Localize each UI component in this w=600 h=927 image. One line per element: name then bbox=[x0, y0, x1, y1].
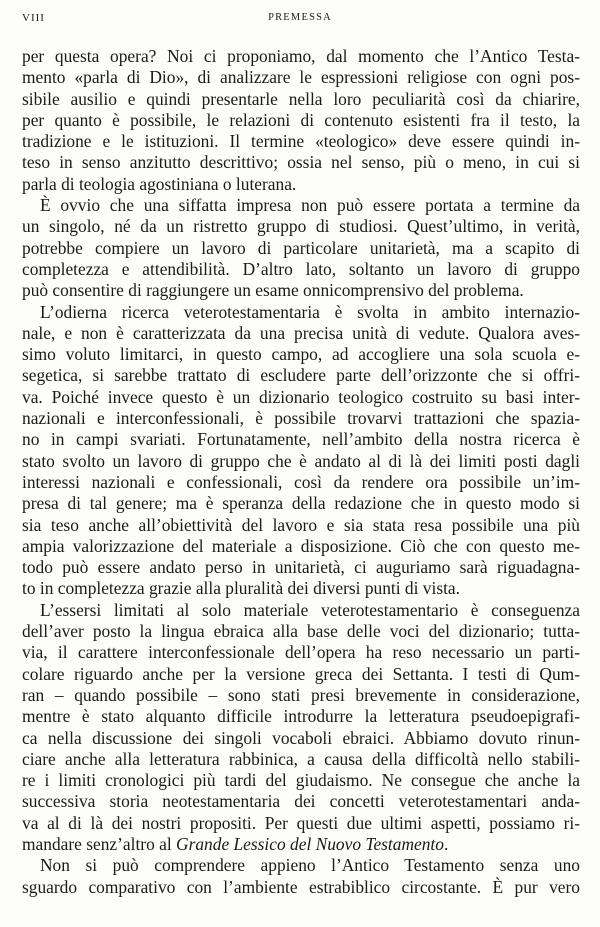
text-line: per quanto è possibile, le relazioni di contenuto esistenti fra il testo, la bbox=[22, 109, 580, 130]
text-line: dell’aver posto la lingua ebraica alla base delle voci del dizionario; tutta- bbox=[22, 621, 580, 642]
paragraph bbox=[22, 302, 580, 600]
text-line: Non si può comprendere appieno l’Antico Testamento senza uno bbox=[40, 855, 580, 876]
page-number: VIII bbox=[22, 12, 45, 24]
text-line: per questa opera? Noi ci proponiamo, dal momento che l’Antico Testa- bbox=[22, 46, 580, 66]
text-line: va al di là dei nostri propositi. Per questi due ultimi aspetti, possiamo ri- bbox=[22, 812, 580, 833]
cited-work-title: Grande Lessico del Nuovo Testamento bbox=[176, 833, 444, 854]
paragraph bbox=[22, 600, 580, 856]
text-line: sia teso anche all’obiettività del lavoro e sia stata resa possibile una più bbox=[22, 514, 580, 535]
paragraph bbox=[22, 195, 580, 301]
text-line: nazionali e interconfessionali, è possibile trovarvi trattazioni che spazia- bbox=[22, 408, 580, 429]
text-line: segetica, si sarebbe trattato di escludere parte dell’orizzonte che si offri- bbox=[22, 365, 580, 386]
text-line: mentre è stato alquanto difficile introdurre la letteratura pseudoepigrafi- bbox=[22, 706, 580, 727]
text-line: potrebbe compiere un lavoro di particolare unitarietà, ma a scapito di bbox=[22, 237, 580, 258]
text-line: L’essersi limitati al solo materiale veterotestamentario è conseguenza bbox=[40, 599, 580, 620]
text-line: parla di teologia agostiniana o luterana. bbox=[22, 173, 297, 194]
text-line: todo può essere andato perso in unitarietà, ci auguriamo sarà riguadagna- bbox=[22, 557, 580, 578]
text-line: simo voluto limitarci, in questo campo, ad accogliere una sola scuola e- bbox=[22, 344, 580, 365]
text-line: tradizione e le istituzioni. Il termine «teologico» deve essere quindi in- bbox=[22, 131, 580, 152]
text-line: presa di tal genere; ma è speranza della redazione che in questo modo si bbox=[22, 493, 580, 514]
text-line: ran – quando possibile – sono stati presi brevemente in considerazione, bbox=[22, 684, 580, 705]
text-line: sibile ausilio e quindi presentarle nella loro peculiarità così da chiarire, bbox=[22, 88, 580, 109]
text-line: È ovvio che una siffatta impresa non può essere portata a termine da bbox=[40, 195, 580, 216]
text-line: colare riguardo anche per la versione greca dei Settanta. I testi di Qum- bbox=[22, 663, 580, 684]
running-head bbox=[22, 12, 578, 28]
paragraph bbox=[22, 855, 580, 898]
text-line: ciare anche alla letteratura rabbinica, a causa della difficoltà nello stabili- bbox=[22, 748, 580, 769]
text-line: sguardo comparativo con l’ambiente estrabiblico circostante. È pur vero bbox=[22, 876, 580, 897]
text-line: nale, e non è caratterizzata da una precisa unità di vedute. Qualora aves- bbox=[22, 322, 580, 343]
text-line: to in completezza grazie alla pluralità dei diversi punti di vista. bbox=[22, 578, 460, 599]
text-line: completezza e attendibilità. D’altro lato, soltanto un lavoro di gruppo bbox=[22, 258, 580, 279]
text-fragment: . bbox=[443, 833, 449, 854]
text-line: via, il carattere interconfessionale dell’opera ha reso necessario un parti- bbox=[22, 642, 580, 663]
text-line: può consentire di raggiungere un esame onnicomprensivo del problema. bbox=[22, 280, 524, 301]
text-fragment: mandare senz’altro al bbox=[22, 833, 177, 854]
text-line: ampia valorizzazione del materiale a disposizione. Ciò che con questo me- bbox=[22, 535, 580, 556]
text-line: L’odierna ricerca veterotestamentaria è svolta in ambito internazio- bbox=[40, 301, 580, 322]
text-line: un singolo, né da un ristretto gruppo di studiosi. Quest’ultimo, in verità, bbox=[22, 216, 580, 237]
text-line: teso in senso anzitutto descrittivo; ossia nel senso, più o meno, in cui si bbox=[22, 152, 580, 173]
body-text bbox=[22, 46, 580, 898]
text-line: va. Poiché invece questo è un dizionario teologico costruito su basi inter- bbox=[22, 386, 580, 407]
text-line: no in campi svariati. Fortunatamente, nell’ambito della nostra ricerca è bbox=[22, 429, 580, 450]
text-line bbox=[22, 834, 580, 855]
paragraph bbox=[22, 46, 580, 195]
text-line: interessi nazionali e confessionali, così da rendere ora possibile un’im- bbox=[22, 471, 580, 492]
running-title: PREMESSA bbox=[268, 12, 332, 23]
text-line: ca nella discussione dei singoli vocaboli ebraici. Abbiamo dovuto rinun- bbox=[22, 727, 580, 748]
text-line: mento «parla di Dio», di analizzare le espressioni religiose con ogni pos- bbox=[22, 67, 580, 88]
text-line: stato svolto un lavoro di gruppo che è andato al di là dei limiti posti dagli bbox=[22, 450, 580, 471]
text-line: re i limiti cronologici più tardi del giudaismo. Ne consegue che anche la bbox=[22, 770, 580, 791]
text-line: successiva storia neotestamentaria dei concetti veterotestamentari anda- bbox=[22, 791, 580, 812]
